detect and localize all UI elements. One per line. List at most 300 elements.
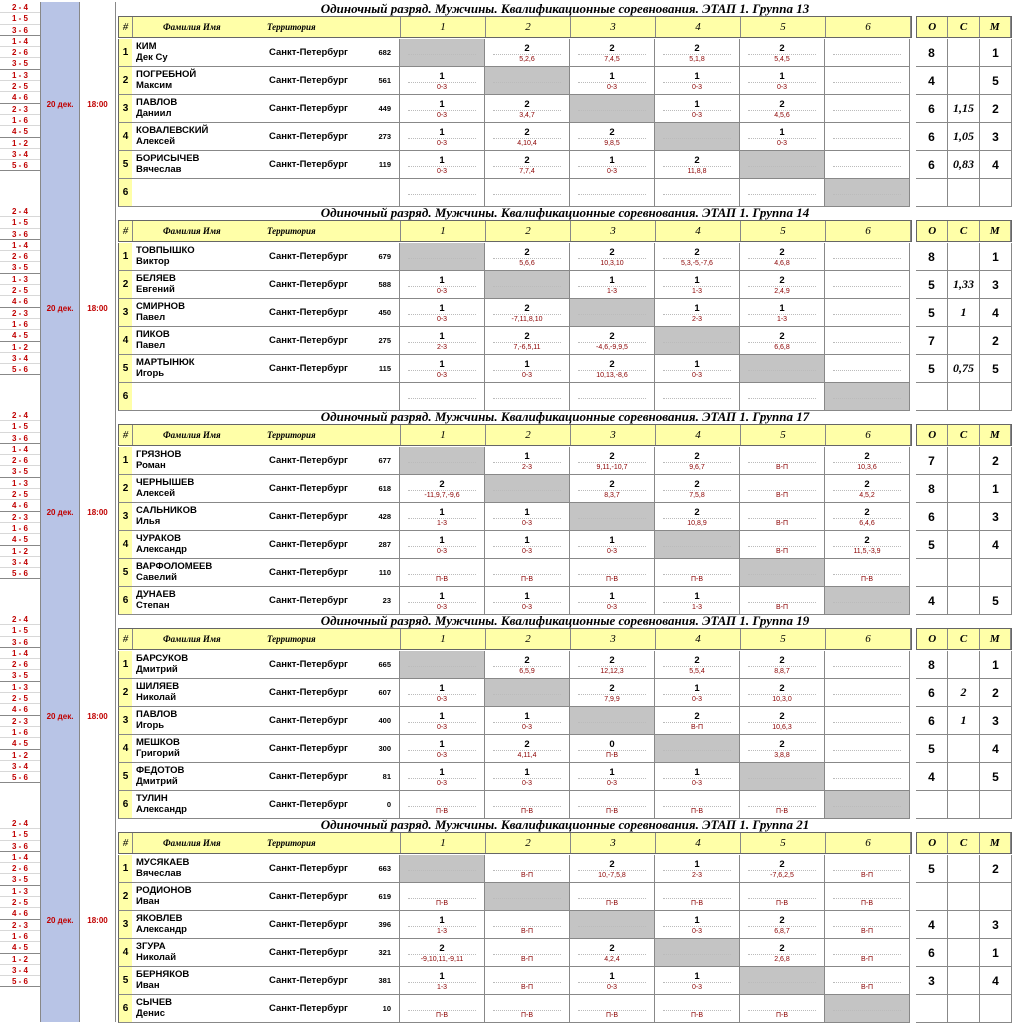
- match-score: 0-3: [493, 722, 561, 732]
- match-cell: [740, 587, 825, 615]
- match-score: 10,3,6: [833, 462, 901, 472]
- match-points: 1: [439, 71, 445, 82]
- match-cell: [400, 503, 485, 531]
- player-first-name: Дмитрий: [136, 776, 178, 787]
- match-cell: [485, 123, 570, 151]
- final-place: [980, 791, 1012, 819]
- match-cell: [485, 855, 570, 883]
- total-points: 5: [916, 735, 948, 763]
- territory-name: Санкт-Петербург: [269, 307, 348, 318]
- player-first-name: Дмитрий: [136, 664, 178, 675]
- schedule-pair: 1 - 5: [0, 421, 40, 432]
- player-last-name: СМИРНОВ: [136, 301, 185, 312]
- player-name: [132, 475, 266, 503]
- total-points: 4: [916, 911, 948, 939]
- header-s: С: [948, 629, 979, 649]
- final-place: 4: [980, 735, 1012, 763]
- match-score: 1-3: [663, 602, 731, 612]
- match-points: 2: [609, 943, 615, 954]
- match-points: 2: [524, 99, 530, 110]
- territory-name: Санкт-Петербург: [269, 799, 348, 810]
- match-score: 2-3: [663, 314, 731, 324]
- match-points: 1: [694, 683, 700, 694]
- total-points: [916, 791, 948, 819]
- match-points: 2: [779, 859, 785, 870]
- match-cell: [655, 179, 740, 207]
- match-date: 20 дек.: [46, 711, 74, 721]
- header-col-3: 3: [571, 425, 656, 445]
- match-cell: [655, 679, 740, 707]
- match-cell: [570, 531, 655, 559]
- player-number: 1: [118, 39, 132, 67]
- match-score: П-В: [748, 806, 816, 816]
- match-score: 1-3: [408, 982, 476, 992]
- header-s: С: [948, 17, 979, 37]
- match-cell: [825, 67, 910, 95]
- match-score: [748, 166, 816, 167]
- match-score: 0-3: [408, 370, 476, 380]
- match-cell: [740, 67, 825, 95]
- player-territory: [266, 151, 400, 179]
- match-score: 0-3: [408, 602, 476, 612]
- player-number: 1: [118, 651, 132, 679]
- match-points: [400, 999, 484, 1010]
- schedule-pair: 2 - 3: [0, 716, 40, 727]
- player-rating: 396: [378, 920, 391, 929]
- match-points: 1: [609, 71, 615, 82]
- match-cell: [400, 95, 485, 123]
- match-cell: [400, 151, 485, 179]
- match-score: П-В: [408, 1010, 476, 1020]
- match-points: [825, 303, 909, 314]
- header-m: М: [980, 629, 1011, 649]
- match-cell: [400, 243, 485, 271]
- territory-name: Санкт-Петербург: [269, 251, 348, 262]
- match-score: [663, 138, 731, 139]
- match-score: П-В: [663, 574, 731, 584]
- total-points: 5: [916, 355, 948, 383]
- match-points: [825, 915, 909, 926]
- match-points: 2: [779, 331, 785, 342]
- player-row: [118, 911, 1012, 939]
- match-cell: [400, 735, 485, 763]
- player-name: [132, 559, 266, 587]
- player-name: [132, 179, 266, 207]
- totals-header: [916, 424, 1012, 446]
- match-score: В-П: [748, 518, 816, 528]
- schedule-pair: 2 - 6: [0, 863, 40, 874]
- header-col-1: 1: [401, 221, 486, 241]
- match-points: [740, 971, 824, 982]
- player-row: [118, 883, 1012, 911]
- match-cell: [825, 327, 910, 355]
- match-cell: [485, 355, 570, 383]
- match-score: 0-3: [663, 926, 731, 936]
- match-schedule: [0, 410, 40, 614]
- final-place: 2: [980, 447, 1012, 475]
- match-score: [408, 666, 476, 667]
- match-points: [655, 795, 739, 806]
- schedule-pair: 3 - 4: [0, 557, 40, 568]
- match-cell: [655, 299, 740, 327]
- match-score: -9,10,11,-9,11: [408, 954, 476, 964]
- schedule-pair: 2 - 4: [0, 614, 40, 625]
- player-row: [118, 327, 1012, 355]
- schedule-pair: 1 - 6: [0, 727, 40, 738]
- schedule-pair: 1 - 3: [0, 478, 40, 489]
- match-points: 2: [524, 739, 530, 750]
- territory-name: Санкт-Петербург: [269, 511, 348, 522]
- total-points: [916, 883, 948, 911]
- match-points: [485, 915, 569, 926]
- match-points: [400, 655, 484, 666]
- header-col-6: 6: [826, 629, 911, 649]
- player-territory: [266, 271, 400, 299]
- match-score: 0-3: [748, 138, 816, 148]
- player-name: [132, 327, 266, 355]
- player-rating: 588: [378, 280, 391, 289]
- match-points: [825, 183, 909, 194]
- date-column: [40, 410, 80, 614]
- match-cell: [485, 679, 570, 707]
- header-num: #: [119, 629, 133, 649]
- match-cell: [825, 299, 910, 327]
- tiebreak-coef: [948, 503, 980, 531]
- date-column: [40, 818, 80, 1022]
- header-m: М: [980, 425, 1011, 445]
- player-last-name: БЕРНЯКОВ: [136, 969, 190, 980]
- player-first-name: Илья: [136, 516, 161, 527]
- match-points: [400, 563, 484, 574]
- player-name: [132, 679, 266, 707]
- match-score: [748, 194, 816, 195]
- match-schedule: [0, 614, 40, 818]
- player-first-name: Роман: [136, 460, 166, 471]
- match-points: [485, 795, 569, 806]
- match-points: [485, 71, 569, 82]
- match-points: [655, 943, 739, 954]
- match-cell: [825, 791, 910, 819]
- schedule-pair: 1 - 2: [0, 342, 40, 353]
- header-col-5: 5: [741, 221, 826, 241]
- player-number: 4: [118, 123, 132, 151]
- group-block: [0, 2, 1012, 206]
- header-o: О: [917, 17, 948, 37]
- player-number: 2: [118, 883, 132, 911]
- player-first-name: Вячеслав: [136, 868, 182, 879]
- match-points: 2: [864, 535, 870, 546]
- match-points: [740, 451, 824, 462]
- match-points: [825, 999, 909, 1010]
- header-col-1: 1: [401, 629, 486, 649]
- player-first-name: Николай: [136, 692, 177, 703]
- match-points: 2: [779, 739, 785, 750]
- match-cell: [400, 179, 485, 207]
- final-place: 2: [980, 855, 1012, 883]
- match-cell: [485, 327, 570, 355]
- match-score: 9,11,-10,7: [578, 462, 646, 472]
- match-points: 1: [694, 859, 700, 870]
- match-points: 2: [694, 711, 700, 722]
- header-num: #: [119, 221, 133, 241]
- player-territory: [266, 763, 400, 791]
- match-score: [578, 314, 646, 315]
- date-column: [40, 614, 80, 818]
- match-cell: [740, 855, 825, 883]
- player-first-name: Даниил: [136, 108, 172, 119]
- match-cell: [740, 95, 825, 123]
- schedule-pair: 2 - 6: [0, 47, 40, 58]
- match-cell: [825, 355, 910, 383]
- total-points: 7: [916, 327, 948, 355]
- match-cell: [485, 883, 570, 911]
- time-column: [80, 206, 116, 410]
- match-cell: [570, 475, 655, 503]
- total-points: 5: [916, 855, 948, 883]
- match-points: [825, 683, 909, 694]
- match-score: П-В: [578, 898, 646, 908]
- tiebreak-coef: [948, 967, 980, 995]
- match-score: 2,4,9: [748, 286, 816, 296]
- match-cell: [485, 911, 570, 939]
- match-score: П-В: [578, 574, 646, 584]
- final-place: 4: [980, 151, 1012, 179]
- match-points: 1: [439, 971, 445, 982]
- match-points: [825, 711, 909, 722]
- match-score: П-В: [833, 574, 901, 584]
- territory-name: Санкт-Петербург: [269, 335, 348, 346]
- match-score: [493, 898, 561, 899]
- match-points: 2: [609, 683, 615, 694]
- match-points: 2: [694, 655, 700, 666]
- match-cell: [570, 95, 655, 123]
- match-time: 18:00: [87, 99, 108, 109]
- player-rating: 619: [378, 892, 391, 901]
- group-block: [0, 206, 1012, 410]
- match-cell: [655, 151, 740, 179]
- match-cell: [655, 123, 740, 151]
- territory-name: Санкт-Петербург: [269, 687, 348, 698]
- player-territory: [266, 939, 400, 967]
- player-row: [118, 355, 1012, 383]
- match-points: 2: [779, 915, 785, 926]
- match-score: 1-3: [578, 286, 646, 296]
- territory-name: Санкт-Петербург: [269, 919, 348, 930]
- player-row: [118, 179, 1012, 207]
- match-points: 2: [609, 247, 615, 258]
- match-cell: [825, 995, 910, 1023]
- match-score: 0-3: [663, 370, 731, 380]
- player-name: [132, 995, 266, 1023]
- player-last-name: КОВАЛЕВСКИЙ: [136, 125, 209, 136]
- match-cell: [740, 475, 825, 503]
- schedule-pair: 2 - 4: [0, 818, 40, 829]
- match-score: В-П: [748, 546, 816, 556]
- final-place: 5: [980, 355, 1012, 383]
- player-last-name: ПАВЛОВ: [136, 709, 178, 720]
- match-cell: [570, 271, 655, 299]
- header-o: О: [917, 425, 948, 445]
- match-points: [485, 275, 569, 286]
- match-score: 0-3: [663, 110, 731, 120]
- match-points: 2: [864, 451, 870, 462]
- match-score: [833, 194, 901, 195]
- player-first-name: Евгений: [136, 284, 175, 295]
- territory-name: Санкт-Петербург: [269, 455, 348, 466]
- match-cell: [655, 791, 740, 819]
- player-territory: [266, 791, 400, 819]
- match-points: [400, 887, 484, 898]
- header-territory: Территория: [267, 17, 401, 37]
- match-score: 0-3: [578, 82, 646, 92]
- match-cell: [655, 587, 740, 615]
- match-points: 2: [779, 711, 785, 722]
- match-cell: [825, 447, 910, 475]
- player-first-name: Максим: [136, 80, 173, 91]
- match-points: 1: [694, 591, 700, 602]
- schedule-pair: 1 - 2: [0, 138, 40, 149]
- player-last-name: САЛЬНИКОВ: [136, 505, 197, 516]
- match-points: 2: [609, 859, 615, 870]
- match-cell: [655, 95, 740, 123]
- match-cell: [485, 179, 570, 207]
- player-territory: [266, 123, 400, 151]
- header-col-3: 3: [571, 17, 656, 37]
- player-territory: [266, 911, 400, 939]
- match-points: 2: [609, 655, 615, 666]
- header-col-5: 5: [741, 629, 826, 649]
- match-score: [663, 342, 731, 343]
- header-territory: Территория: [267, 833, 401, 853]
- match-cell: [570, 447, 655, 475]
- match-score: 9,6,7: [663, 462, 731, 472]
- header-col-3: 3: [571, 629, 656, 649]
- match-score: -7,11,8,10: [493, 314, 561, 324]
- match-points: 1: [439, 915, 445, 926]
- player-first-name: Игорь: [136, 720, 165, 731]
- match-score: 0-3: [408, 778, 476, 788]
- header-col-4: 4: [656, 221, 741, 241]
- match-score: [833, 666, 901, 667]
- match-cell: [570, 355, 655, 383]
- header-col-2: 2: [486, 221, 571, 241]
- header-name: Фамилия Имя: [163, 226, 221, 236]
- schedule-pair: 2 - 5: [0, 81, 40, 92]
- match-cell: [655, 447, 740, 475]
- territory-name: Санкт-Петербург: [269, 363, 348, 374]
- match-points: [825, 591, 909, 602]
- match-score: 0-3: [663, 982, 731, 992]
- match-cell: [655, 995, 740, 1023]
- schedule-pair: 2 - 6: [0, 659, 40, 670]
- match-points: [400, 387, 484, 398]
- player-territory: [266, 967, 400, 995]
- territory-name: Санкт-Петербург: [269, 743, 348, 754]
- header-m: М: [980, 17, 1011, 37]
- match-cell: [400, 559, 485, 587]
- match-cell: [655, 39, 740, 67]
- final-place: 3: [980, 707, 1012, 735]
- match-score: 8,3,7: [578, 490, 646, 500]
- match-cell: [825, 651, 910, 679]
- match-score: [493, 194, 561, 195]
- match-points: 1: [694, 915, 700, 926]
- player-last-name: ПАВЛОВ: [136, 97, 178, 108]
- group-title: Одиночный разряд. Мужчины. Квалификационные соревнования. ЭТАП 1. Группа 21: [320, 817, 810, 832]
- match-score: В-П: [833, 954, 901, 964]
- match-cell: [400, 299, 485, 327]
- match-cell: [570, 939, 655, 967]
- match-score: [493, 398, 561, 399]
- match-cell: [740, 123, 825, 151]
- match-cell: [400, 355, 485, 383]
- player-row: [118, 651, 1012, 679]
- match-cell: [825, 531, 910, 559]
- match-cell: [740, 763, 825, 791]
- player-number: 5: [118, 967, 132, 995]
- match-cell: [485, 447, 570, 475]
- match-points: 2: [439, 943, 445, 954]
- match-score: 0-3: [493, 518, 561, 528]
- match-cell: [570, 179, 655, 207]
- schedule-pair: 5 - 6: [0, 160, 40, 171]
- header-o: О: [917, 629, 948, 649]
- final-place: 1: [980, 939, 1012, 967]
- player-first-name: Александр: [136, 924, 187, 935]
- match-time: 18:00: [87, 711, 108, 721]
- territory-name: Санкт-Петербург: [269, 975, 348, 986]
- player-last-name: МАРТЫНЮК: [136, 357, 195, 368]
- match-score: 5,5,4: [663, 666, 731, 676]
- player-number: 4: [118, 735, 132, 763]
- match-points: 1: [524, 451, 530, 462]
- player-number: 2: [118, 271, 132, 299]
- match-score: П-В: [578, 1010, 646, 1020]
- match-cell: [740, 447, 825, 475]
- match-cell: [570, 383, 655, 411]
- player-name: [132, 39, 266, 67]
- schedule-pair: 1 - 3: [0, 70, 40, 81]
- player-number: 1: [118, 855, 132, 883]
- player-rating: 23: [382, 596, 391, 605]
- match-cell: [570, 883, 655, 911]
- match-points: [570, 183, 654, 194]
- header-territory: Территория: [267, 629, 401, 649]
- match-points: [485, 943, 569, 954]
- group-title: Одиночный разряд. Мужчины. Квалификационные соревнования. ЭТАП 1. Группа 19: [320, 613, 810, 628]
- match-points: [825, 71, 909, 82]
- player-first-name: Денис: [136, 1008, 166, 1019]
- player-number: 5: [118, 559, 132, 587]
- header-col-6: 6: [826, 425, 911, 445]
- player-name: [132, 355, 266, 383]
- match-points: 1: [694, 767, 700, 778]
- match-score: 2-3: [493, 462, 561, 472]
- match-points: [485, 999, 569, 1010]
- header-s: С: [948, 221, 979, 241]
- player-first-name: Александр: [136, 804, 187, 815]
- match-score: [663, 194, 731, 195]
- match-points: [655, 563, 739, 574]
- match-points: 1: [524, 711, 530, 722]
- match-score: 0-3: [748, 82, 816, 92]
- match-points: [570, 999, 654, 1010]
- header-col-4: 4: [656, 425, 741, 445]
- match-points: 1: [439, 535, 445, 546]
- territory-name: Санкт-Петербург: [269, 891, 348, 902]
- header-col-5: 5: [741, 833, 826, 853]
- player-number: 4: [118, 939, 132, 967]
